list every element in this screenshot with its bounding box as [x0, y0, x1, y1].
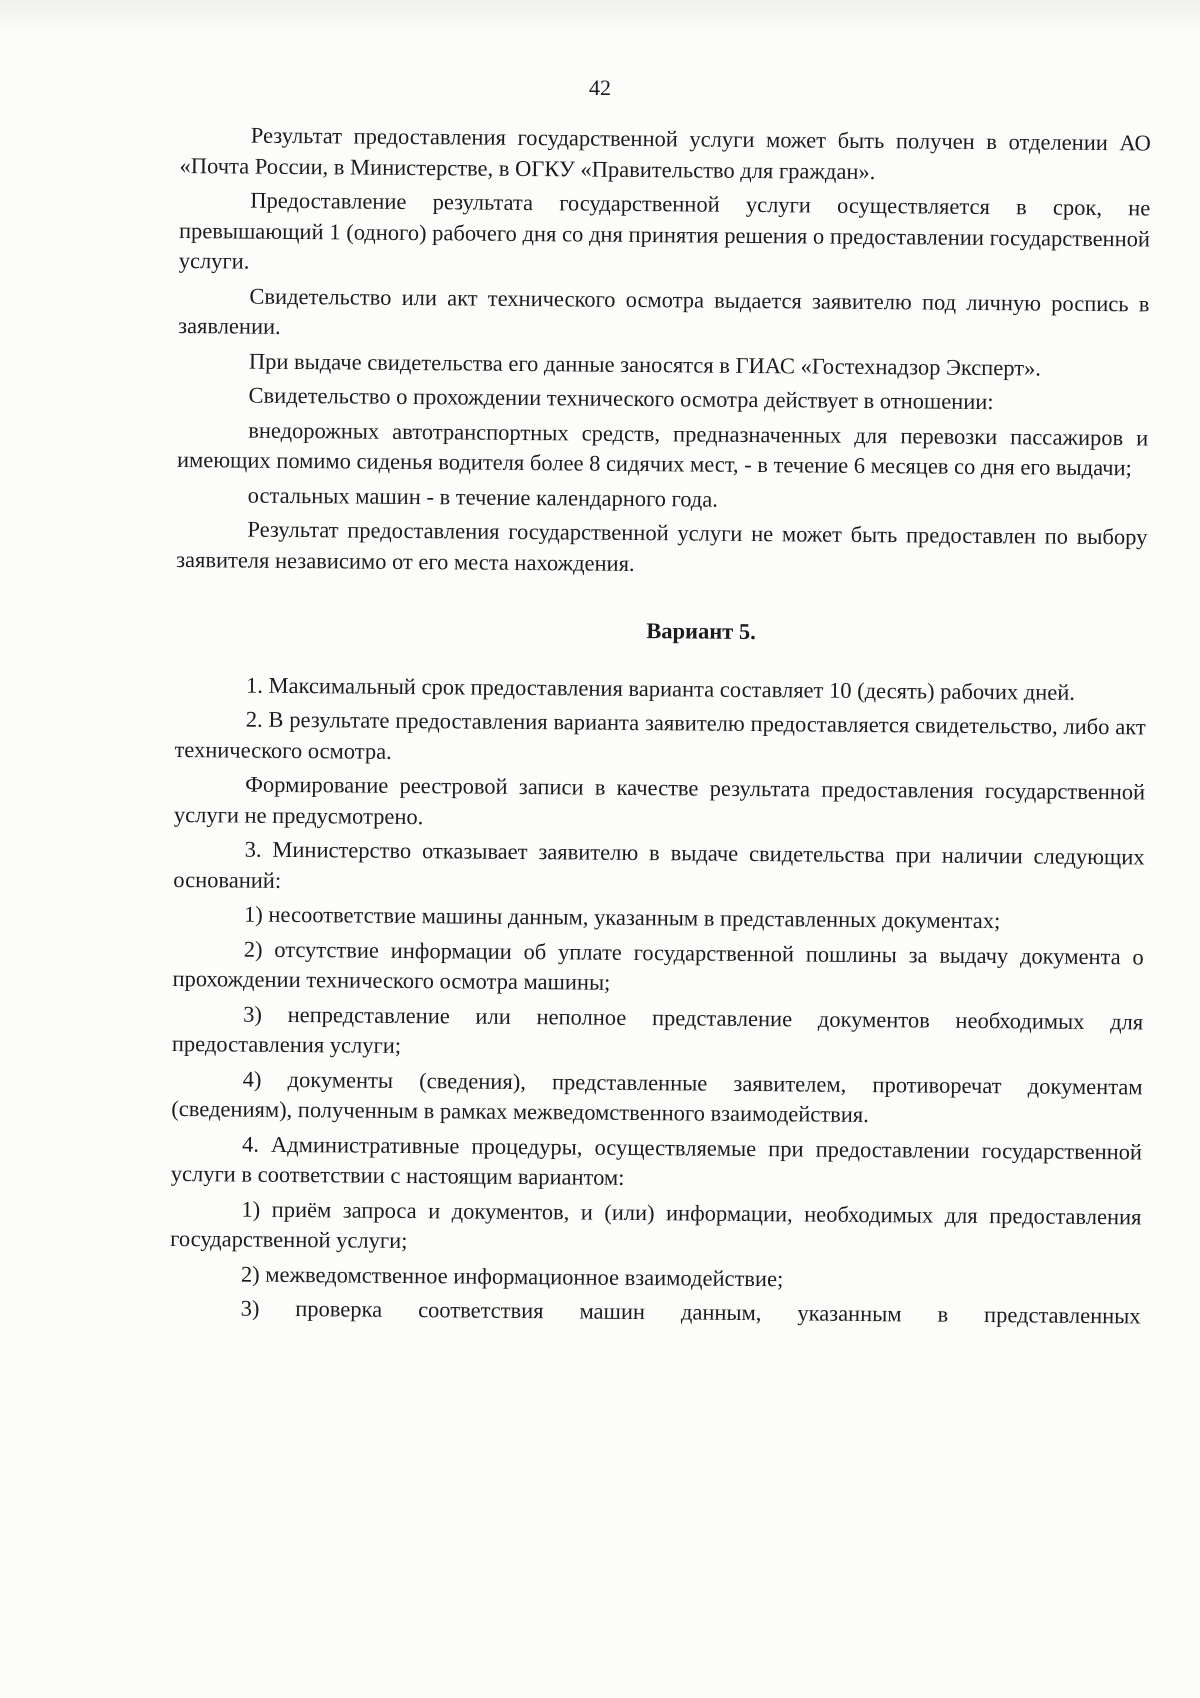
paragraph-variant-result: 2. В результате предоставления варианта заявителю предоставляется свидетельство, либо акт технического осмотра. — [174, 706, 1146, 764]
list-item-refusal-1: 1) несоответствие машины данным, указанным в представленных документах; — [243, 901, 1001, 934]
paragraph-certificate-issue: Свидетельство или акт технического осмотра выдается заявителю под личную роспись в заявлении. — [178, 283, 1150, 339]
paragraph-gias-entry: При выдаче свидетельства его данные заносятся в ГИАС «Гостехнадзор Эксперт». — [248, 348, 1042, 381]
paragraph-result-term: Предоставление результата государственной услуги осуществляется в срок, не превышающий 1 (одного) рабочего дня со дня принятия решения о предоставлении государственной услуги. — [178, 187, 1151, 274]
paragraph-max-term: 1. Максимальный срок предоставления варианта составляет 10 (десять) рабочих дней. — [245, 672, 1076, 705]
page-number: 42 — [589, 75, 611, 100]
list-item-procedure-3: 3) проверка соответствия машин данным, указанным в представленных — [240, 1295, 1141, 1329]
paragraph-extraterritorial: Результат предоставления государственной услуги не может быть предоставлен по выбору заявителя независимо от его места нахождения. — [176, 516, 1148, 576]
paragraph-offroad-vehicles: внедорожных автотранспортных средств, предназначенных для перевозки пассажиров и имеющих помимо сиденья водителя более 8 сидячих мест, - в течение 6 месяцев со дня его выдачи; — [176, 417, 1149, 481]
paragraph-certificate-validity: Свидетельство о прохождении технического осмотра действует в отношении: — [248, 382, 994, 415]
section-heading: Вариант 5. — [646, 618, 756, 645]
list-item-refusal-4: 4) документы (сведения), представленные заявителем, противоречат документам (сведениям), полученным в рамках межведомственного взаимодействия. — [171, 1066, 1143, 1128]
document-body — [169, 120, 1151, 1336]
paragraph-refusal-grounds: 3. Министерство отказывает заявителю в выдаче свидетельства при наличии следующих оснований: — [173, 836, 1145, 893]
list-item-refusal-2: 2) отсутствие информации об уплате государственной пошлины за выдачу документа о прохождении технического осмотра машины; — [172, 936, 1144, 995]
list-item-refusal-3: 3) непредставление или неполное представление документов необходимых для предоставления услуги; — [171, 1001, 1144, 1058]
paragraph-registry-record: Формирование реестровой записи в качестве результата предоставления государственной услуги не предусмотрено. — [173, 771, 1146, 829]
paragraph-other-machines: остальных машин - в течение календарного года. — [247, 482, 719, 512]
list-item-procedure-2: 2) межведомственное информационное взаимодействие; — [240, 1261, 784, 1291]
paragraph-result-location: Результат предоставления государственной услуги может быть получен в отделении АО «Почта России, в Министерстве, в ОГКУ «Правительство для граждан». — [179, 122, 1151, 184]
paragraph-admin-procedures: 4. Административные процедуры, осуществляемые при предоставлении государственной услуги в соответствии с настоящим вариантом: — [170, 1131, 1143, 1190]
list-item-procedure-1: 1) приём запроса и документов, и (или) информации, необходимых для предоставления государственной услуги; — [170, 1196, 1142, 1254]
scan-edge-shadow — [0, 0, 1200, 34]
